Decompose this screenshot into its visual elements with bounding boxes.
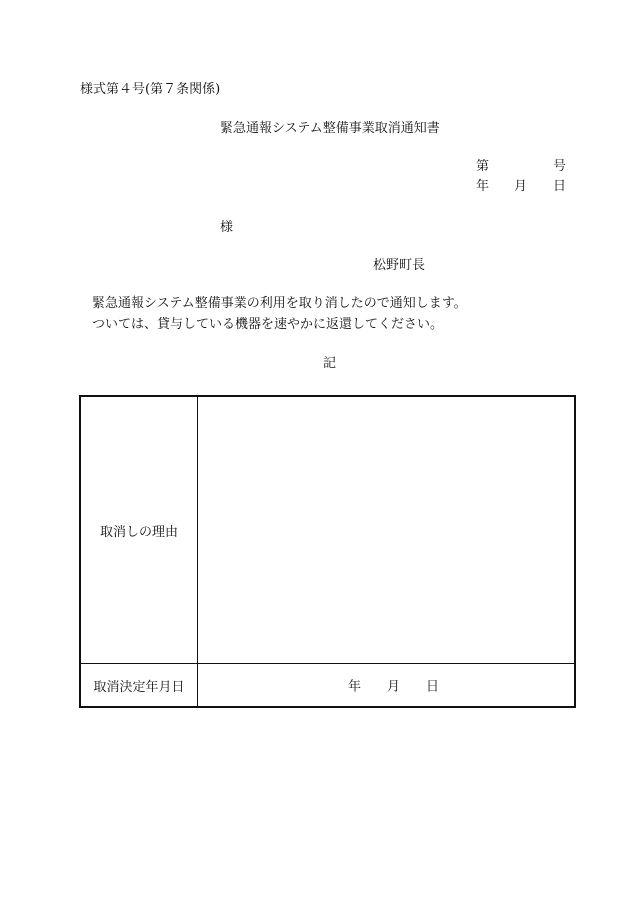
body-text-line-2: ついては、貸与している機器を速やかに返還してください。 (92, 317, 444, 332)
decision-date-value-cell (198, 664, 574, 706)
number-suffix: 号 (553, 159, 567, 174)
cancellation-detail-table (79, 395, 576, 708)
form-number: 様式第４号(第７条関係) (80, 82, 221, 97)
decision-date-label-cell (81, 664, 197, 706)
issue-month-label: 月 (514, 179, 528, 194)
issuer-name: 松野町長 (373, 258, 426, 273)
issue-year-label: 年 (476, 179, 490, 194)
decision-month-label: 月 (387, 679, 401, 695)
reason-value-cell (198, 397, 574, 663)
decision-day-label: 日 (426, 679, 440, 695)
decision-date-label: 取消決定年月日 (93, 679, 185, 695)
number-prefix: 第 (476, 159, 490, 174)
reason-label-cell (81, 397, 197, 663)
reason-label: 取消しの理由 (99, 524, 178, 540)
issue-day-label: 日 (553, 179, 567, 194)
ki-heading: 記 (323, 356, 337, 371)
addressee-honorific: 様 (220, 220, 234, 235)
body-text-line-1: 緊急通報システム整備事業の利用を取り消したので通知します。 (92, 296, 467, 311)
document-title: 緊急通報システム整備事業取消通知書 (220, 121, 440, 136)
decision-year-label: 年 (348, 679, 362, 695)
